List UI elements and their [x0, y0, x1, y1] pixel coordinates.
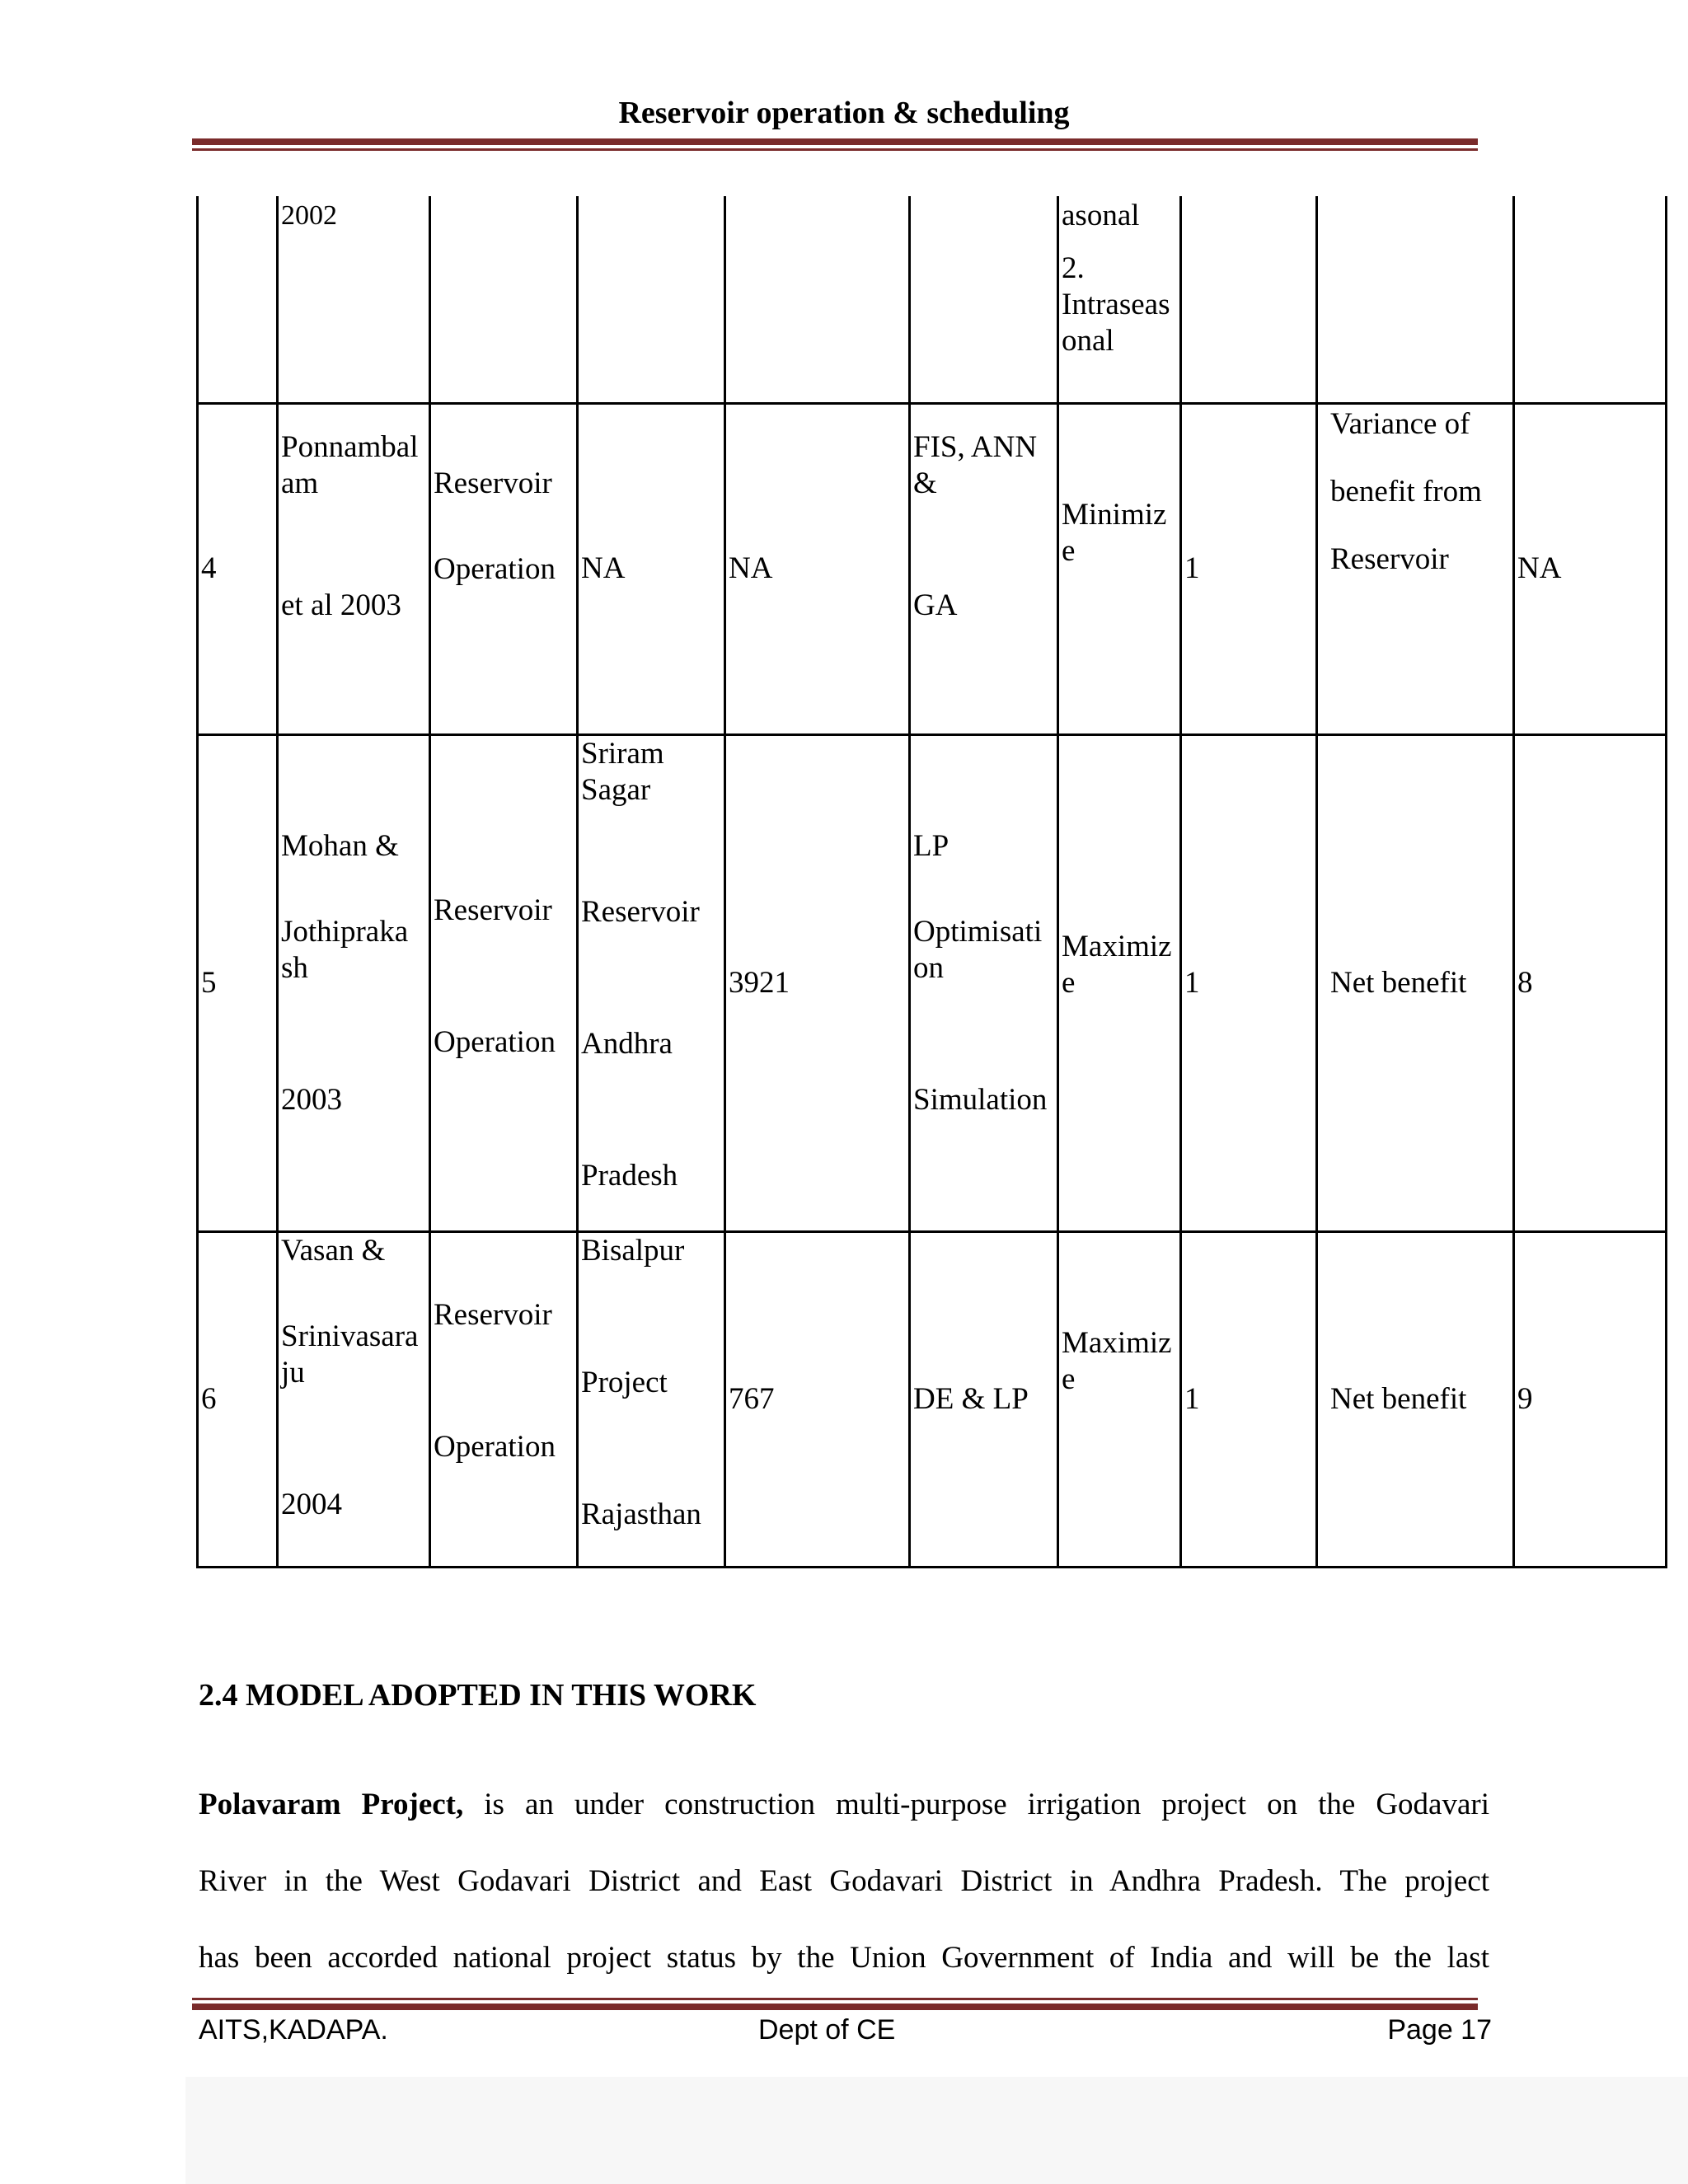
cell-topic — [430, 734, 578, 1231]
cell-result: Net benefit — [1317, 1231, 1514, 1567]
technique-line: GA — [913, 588, 958, 622]
objective-line: Maximiz — [1062, 929, 1172, 963]
author-line: 2004 — [281, 1487, 342, 1521]
cell-result: Net benefit — [1317, 734, 1514, 1231]
cell-last — [1514, 196, 1667, 403]
cell-author — [278, 403, 430, 734]
cell-objective — [1058, 734, 1181, 1231]
cell-last: 9 — [1514, 1231, 1667, 1567]
location-line: Reservoir — [581, 894, 700, 929]
cell-author — [278, 1231, 430, 1567]
paragraph-text: is an under construction multi-purpose irrigation project on the Godavari — [463, 1788, 1489, 1821]
header-rule — [192, 138, 1478, 145]
location-line: Sriram — [581, 736, 664, 771]
cell-location — [578, 196, 725, 403]
cell-sno: 4 — [198, 403, 278, 734]
technique-line: Optimisati — [913, 914, 1043, 949]
author-line: am — [281, 466, 319, 500]
author-line: Srinivasara — [281, 1319, 419, 1353]
footer-rule — [192, 2004, 1478, 2010]
result-line: Variance of — [1330, 406, 1470, 441]
objective-line: e — [1062, 965, 1076, 1000]
objective-line: Minimiz — [1062, 497, 1167, 532]
cell-num: 1 — [1181, 1231, 1317, 1567]
footer-institution: AITS,KADAPA. — [199, 2014, 388, 2046]
cell-result — [1317, 196, 1514, 403]
objective-line: e — [1062, 533, 1076, 568]
location-line: Bisalpur — [581, 1233, 685, 1268]
cell-last: 8 — [1514, 734, 1667, 1231]
cell-sno — [198, 196, 278, 403]
cell-area: 767 — [725, 1231, 910, 1567]
footer-rule-thin — [192, 1998, 1478, 2000]
table-row — [198, 196, 1667, 403]
topic-line: Operation — [434, 551, 556, 586]
type-line: Intraseas — [1062, 288, 1170, 321]
cell-location — [578, 1231, 725, 1567]
paragraph-line: has been accorded national project status by the Union Government of India and will be the last — [199, 1941, 1489, 1975]
paragraph-line: River in the West Godavari District and East Godavari District in Andhra Pradesh. The project — [199, 1864, 1489, 1898]
topic-line: Reservoir — [434, 466, 552, 500]
cell-topic — [430, 1231, 578, 1567]
header-rule-thin — [192, 148, 1478, 151]
table-row — [198, 734, 1667, 1231]
page-header-title: Reservoir operation & scheduling — [618, 96, 1070, 130]
cell-num: 1 — [1181, 403, 1317, 734]
cell-technique — [910, 403, 1058, 734]
footer-department: Dept of CE — [758, 2014, 896, 2046]
cell-result — [1317, 403, 1514, 734]
cell-type — [1058, 196, 1181, 403]
footer-shade — [185, 2077, 1688, 2184]
location-line: Project — [581, 1365, 668, 1399]
author-line: Mohan & — [281, 828, 399, 863]
technique-line: LP — [913, 828, 950, 863]
cell-num: 1 — [1181, 734, 1317, 1231]
cell-technique — [910, 734, 1058, 1231]
literature-table — [196, 196, 1667, 1568]
author-line: 2003 — [281, 1082, 342, 1117]
type-line: onal — [1062, 324, 1114, 358]
cell-last: NA — [1514, 403, 1667, 734]
author-line: Jothipraka — [281, 914, 409, 949]
cell-sno: 6 — [198, 1231, 278, 1567]
objective-line: e — [1062, 1361, 1076, 1396]
objective-line: Maximiz — [1062, 1325, 1172, 1360]
topic-line: Reservoir — [434, 1297, 552, 1332]
cell-area: 3921 — [725, 734, 910, 1231]
author-line: ju — [281, 1355, 305, 1390]
type-line: 2. — [1062, 251, 1085, 285]
section-heading: 2.4 MODEL ADOPTED IN THIS WORK — [199, 1678, 757, 1713]
author-line: Ponnambal — [281, 429, 419, 464]
technique-line: & — [913, 466, 937, 500]
cell-location: NA — [578, 403, 725, 734]
cell-objective — [1058, 403, 1181, 734]
technique-line: on — [913, 950, 944, 985]
project-name: Polavaram Project, — [199, 1788, 464, 1821]
cell-author — [278, 734, 430, 1231]
location-line: Sagar — [581, 772, 651, 807]
author-year: 2002 — [281, 200, 337, 231]
author-line: sh — [281, 950, 308, 985]
topic-line: Reservoir — [434, 893, 552, 927]
cell-objective — [1058, 1231, 1181, 1567]
cell-technique — [910, 196, 1058, 403]
cell-author — [278, 196, 430, 403]
cell-topic — [430, 403, 578, 734]
table-row — [198, 403, 1667, 734]
cell-technique: DE & LP — [910, 1231, 1058, 1567]
result-line: Reservoir — [1330, 541, 1449, 576]
technique-line: Simulation — [913, 1082, 1048, 1117]
cell-area — [725, 196, 910, 403]
cell-topic — [430, 196, 578, 403]
author-line: Vasan & — [281, 1233, 386, 1268]
cell-area: NA — [725, 403, 910, 734]
paragraph-line — [199, 1787, 1489, 1823]
result-line: benefit from — [1330, 474, 1482, 509]
table-row — [198, 1231, 1667, 1567]
cell-sno: 5 — [198, 734, 278, 1231]
location-line: Andhra — [581, 1026, 673, 1061]
location-line: Pradesh — [581, 1158, 678, 1193]
technique-line: FIS, ANN — [913, 429, 1038, 464]
footer-page-number: Page 17 — [1387, 2014, 1492, 2046]
type-line: asonal — [1062, 199, 1140, 232]
cell-num — [1181, 196, 1317, 403]
location-line: Rajasthan — [581, 1497, 701, 1531]
author-line: et al 2003 — [281, 588, 401, 622]
topic-line: Operation — [434, 1024, 556, 1059]
topic-line: Operation — [434, 1429, 556, 1464]
cell-location — [578, 734, 725, 1231]
